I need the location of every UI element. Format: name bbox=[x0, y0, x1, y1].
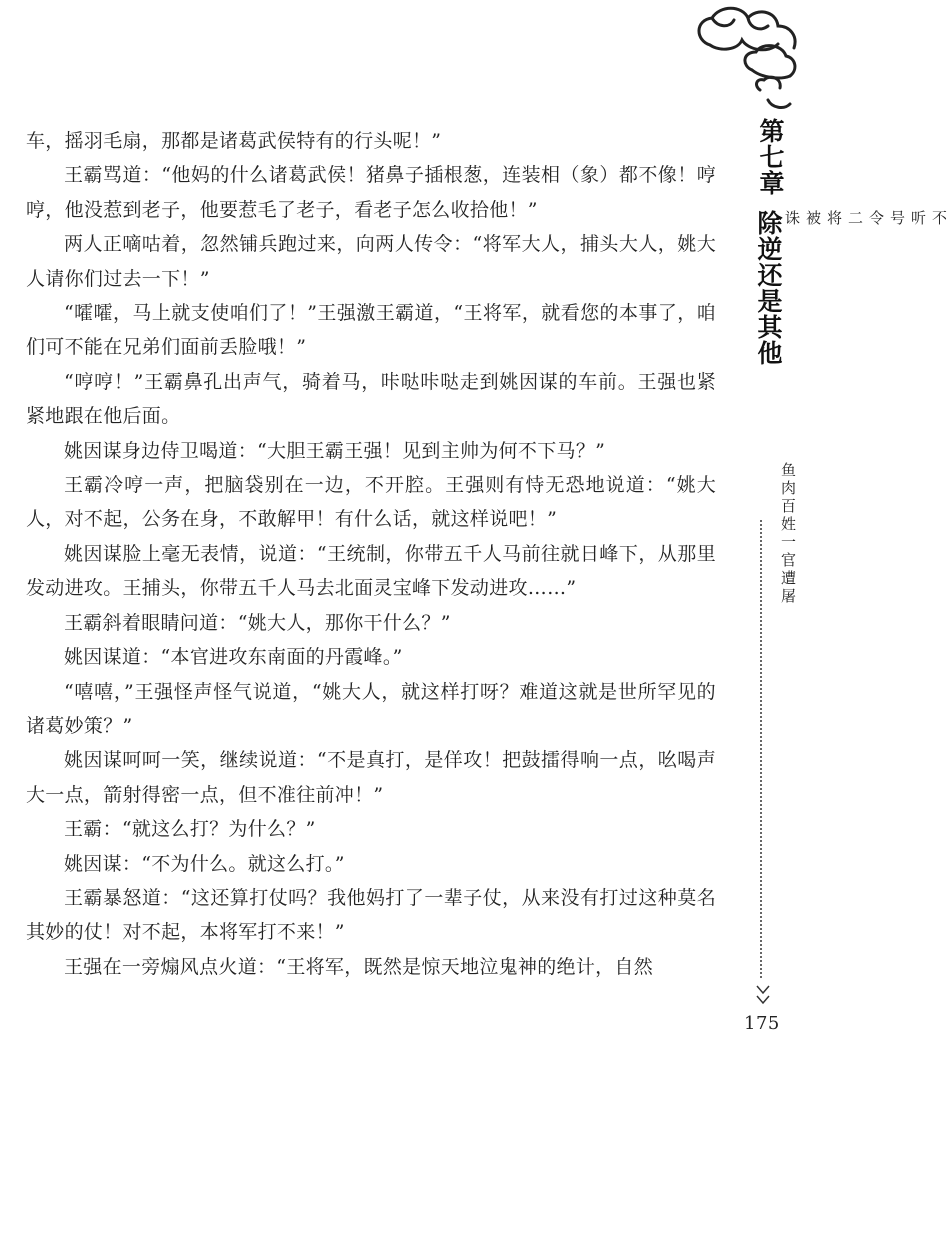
paragraph: 姚因谋道：“本官进攻东南面的丹霞峰。” bbox=[64, 646, 403, 669]
double-chevron-down-icon bbox=[755, 983, 771, 1009]
chapter-sidebar bbox=[738, 110, 948, 1110]
paragraph: 姚因谋呵呵一笑，继续说道：“不是真打，是佯攻！把鼓擂得响一点，吆喝声大一点，箭射得密一点，但不准往前冲！” bbox=[26, 749, 716, 806]
paragraph: 王强在一旁煽风点火道：“王将军，既然是惊天地泣鬼神的绝计，自然 bbox=[64, 955, 654, 978]
subtitle-a: 不听号令二将被诛 bbox=[783, 210, 948, 226]
paragraph: “哼哼！”王霸鼻孔出声气，骑着马，咔哒咔哒走到姚因谋的车前。王强也紧紧地跟在他后面。 bbox=[26, 370, 716, 428]
chapter-title: 除逆还是其他 bbox=[754, 210, 783, 366]
dotted-divider bbox=[760, 520, 762, 978]
chapter-number: 第七章 bbox=[756, 118, 785, 196]
paragraph: 王霸：“就这么打？为什么？” bbox=[64, 818, 316, 841]
paragraph: 两人正嘀咕着，忽然铺兵跑过来，向两人传令：“将军大人，捕头大人，姚大人请你们过去一下！” bbox=[26, 233, 716, 290]
paragraph: 姚因谋身边侍卫喝道：“大胆王霸王强！见到主帅为何不下马？” bbox=[64, 439, 606, 462]
paragraph: 王霸暴怒道：“这还算打仗吗？我他妈打了一辈子仗，从来没有打过这种莫名其妙的仗！对不起，本将军打不来！” bbox=[26, 886, 716, 944]
paragraph: 车，摇羽毛扇，那都是诸葛武侯特有的行头呢！” bbox=[26, 130, 442, 152]
paragraph: 王霸斜着眼睛问道：“姚大人，那你干什么？” bbox=[64, 611, 451, 634]
page-number: 175 bbox=[744, 1013, 780, 1034]
body-text bbox=[26, 124, 716, 984]
paragraph: “嘻嘻，”王强怪声怪气说道，“姚大人，就这样打呀？难道这就是世所罕见的诸葛妙策？” bbox=[26, 680, 716, 737]
paragraph: 王霸骂道：“他妈的什么诸葛武侯！猪鼻子插根葱，连装相（象）都不像！哼哼，他没惹到老子，他要惹毛了老子，看老子怎么收拾他！” bbox=[26, 164, 716, 221]
subtitle-b: 鱼肉百姓一官遭屠 bbox=[779, 462, 797, 606]
paragraph: 王霸冷哼一声，把脑袋别在一边，不开腔。王强则有恃无恐地说道：“姚大人，对不起，公务在身，不敢解甲！有什么话，就这样说吧！” bbox=[26, 474, 716, 531]
paragraph: 姚因谋脸上毫无表情，说道：“王统制，你带五千人马前往就日峰下，从那里发动进攻。王捕头，你带五千人马去北面灵宝峰下发动进攻……” bbox=[26, 542, 716, 600]
paragraph: “嚯嚯，马上就支使咱们了！”王强激王霸道，“王将军，就看您的本事了，咱们可不能在兄弟们面前丢脸哦！” bbox=[26, 302, 716, 359]
paragraph: 姚因谋：“不为什么。就这么打。” bbox=[64, 852, 345, 875]
cloud-ornament-icon bbox=[690, 0, 800, 120]
